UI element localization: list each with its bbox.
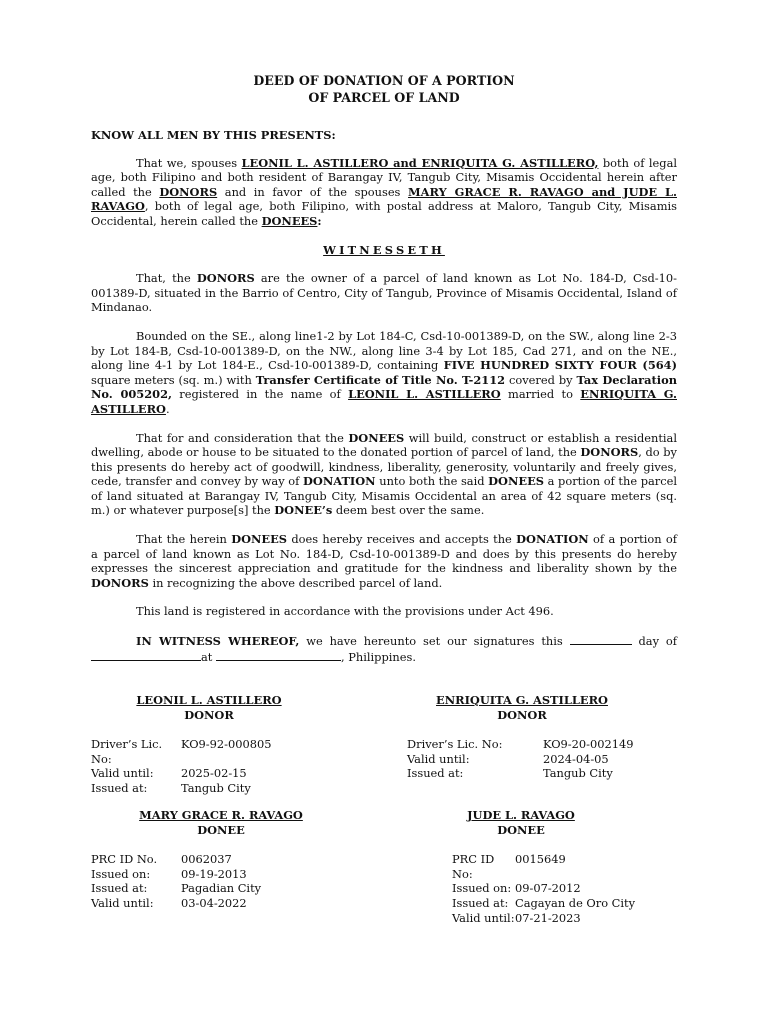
know-all-men-heading: KNOW ALL MEN BY THIS PRESENTS: (91, 128, 336, 142)
signature-block-donee-2 (452, 808, 677, 925)
signatory-name: ENRIQUITA G. ASTILLERO (436, 693, 608, 707)
parties-paragraph: That we, spouses LEONIL L. ASTILLERO and ENRIQUITA G. ASTILLERO, both of legal age, both Filipino and both resident of Barangay IV, Tangub City, Misamis Occidental herein after called the DONORS and in favor of the spouses MARY GRACE R. RAVAGO and JUDE L. RAVAGO, both of legal age, both Filipino, with postal address at Maloro, Tangub City, Misamis Occidental, herein called the DONEES: (91, 155, 677, 228)
boundaries-paragraph: Bounded on the SE., along line1-2 by Lot 184-C, Csd-10-001389-D, on the SW., along line 2-3 by Lot 184-B, Csd-10-001389-D, on the NW., along line 3-4 by Lot 185, Cad 271, and on the NE., along line 4-1 by Lot 184-E., Csd-10-001389-D, containing FIVE HUNDRED SIXTY FOUR (564) square meters (sq. m.) with Transfer Certificate of Title No. T-2112 covered by Tax Declaration No. 005202, registered in the name of LEONIL L. ASTILLERO married to ENRIQUITA G. ASTILLERO. (91, 328, 678, 416)
ownership-paragraph: That, the DONORS are the owner of a parcel of land known as Lot No. 184-D, Csd-10-001389-D, situated in the Barrio of Centro, City of Tangub, Province of Misamis Occidental, Island of Mindanao. (91, 271, 677, 315)
id-row: Valid until: 07-21-2023 (452, 910, 581, 925)
signatory-name: LEONIL L. ASTILLERO (136, 693, 282, 707)
signature-block-donor-1 (91, 693, 391, 796)
signatory-role: DONEE (197, 822, 245, 837)
month-blank (91, 649, 201, 661)
id-row: Issued at: Tangub City (91, 780, 251, 795)
deed-title-line-1: DEED OF DONATION OF A PORTION (253, 73, 515, 88)
id-row: Driver’s Lic. No: KO9-20-002149 (407, 737, 634, 752)
signature-block-donor-2 (407, 693, 677, 781)
signatory-name: MARY GRACE R. RAVAGO (139, 808, 303, 822)
signatory-role: DONOR (184, 707, 234, 722)
id-row: PRC ID No. 0062037 (91, 852, 232, 867)
place-blank (216, 649, 341, 661)
id-row: Issued at: Tangub City (407, 766, 613, 781)
id-row: Valid until: 2024-04-05 (407, 751, 609, 766)
signatory-role: DONOR (497, 707, 547, 722)
id-row: Valid until: 2025-02-15 (91, 766, 247, 781)
id-row: Issued at: Pagadian City (91, 881, 262, 896)
in-witness-paragraph: IN WITNESS WHEREOF, we have hereunto set our signatures this day of at , Philippines. (91, 633, 677, 664)
id-row: Issued on: 09-19-2013 (91, 866, 247, 881)
id-row: Driver’s Lic. No: KO9-92-000805 (91, 737, 272, 766)
id-row: Valid until: 03-04-2022 (91, 895, 247, 910)
id-row: PRC ID No: 0015649 (452, 852, 566, 881)
registration-paragraph: This land is registered in accordance with the provisions under Act 496. (136, 604, 554, 619)
id-row: Issued at: Cagayan de Oro City (452, 895, 636, 910)
id-row: Issued on: 09-07-2012 (452, 881, 581, 896)
signatory-role: DONEE (497, 822, 545, 837)
signatory-name: JUDE L. RAVAGO (467, 808, 575, 822)
acceptance-paragraph: That the herein DONEES does hereby receives and accepts the DONATION of a portion of a parcel of land known as Lot No. 184-D, Csd-10-001389-D and does by this presents do hereby expresses the sincerest appreciation and gratitude for the kindness and liberality shown by the DONORS in recognizing the above described parcel of land. (91, 532, 678, 590)
deed-title-line-2: OF PARCEL OF LAND (308, 90, 460, 105)
witnesseth-heading: WITNESSETH (323, 242, 445, 257)
day-blank (570, 633, 632, 645)
signature-block-donee-1 (91, 808, 391, 911)
consideration-paragraph: That for and consideration that the DONEES will build, construct or establish a residential dwelling, abode or house to be situated to the donated portion of parcel of land, the DONORS, do by this presents do hereby act of goodwill, kindness, liberality, generosity, voluntarily and freely gives, cede, transfer and convey by way of DONATION unto both the said DONEES a portion of the parcel of land situated at Barangay IV, Tangub City, Misamis Occidental an area of 42 square meters (sq. m.) or whatever purpose[s] the DONEE’s deem best over the same. (91, 430, 677, 518)
